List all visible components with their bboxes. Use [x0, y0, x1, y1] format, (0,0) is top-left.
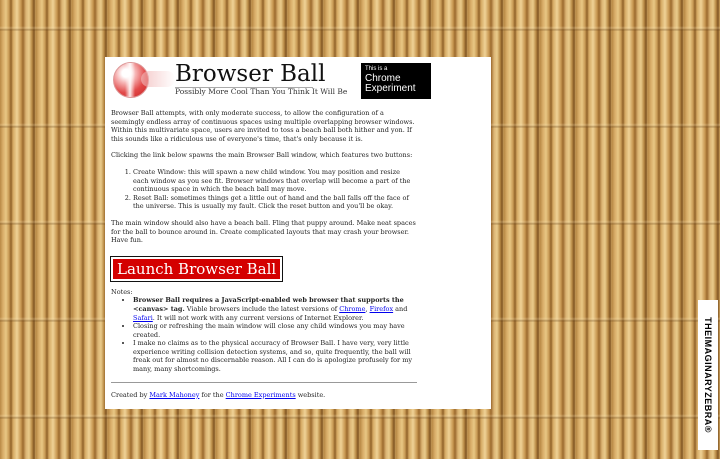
footer-divider [111, 382, 417, 383]
ball-motion-swoosh [141, 71, 175, 87]
list-item: • I make no claims as to the physical accuracy of Browser Ball. I have very, very little experience writing collision detection systems, and so, quite frequently, the ball will freak out for almost no discernable reason. All I can do is apologize profusely for my many, many shortcomings. [133, 339, 417, 373]
main-window-paragraph: The main window should also have a beach ball. Fling that puppy around. Make neat spaces for the ball to bounce around in. Create complicated layouts that may crash your browser. Have fun. [111, 218, 416, 245]
page-content [111, 109, 417, 399]
list-item: • Closing or refreshing the main window will close any child windows you may have created. [133, 322, 417, 339]
clicking-paragraph: Clicking the link below spawns the main Browser Ball window, which features two buttons: [111, 151, 413, 160]
page-header [111, 61, 485, 97]
page-subtitle: Possibly More Cool Than You Think It Will Be [175, 87, 348, 96]
safari-link[interactable]: Safari [133, 313, 153, 322]
chrome-experiments-link[interactable]: Chrome Experiments [225, 390, 296, 399]
badge-line-1: Chrome [365, 73, 401, 84]
list-item: 2. Reset Ball: sometimes things get a little out of hand and the ball falls off the face of the universe. This is usually my fault. Click the reset button and you'll be okay. [133, 194, 417, 211]
notes-label: Notes: [111, 287, 133, 296]
watermark-tab [698, 300, 718, 450]
note-text: , [365, 304, 370, 313]
note-text: . It will not work with any current versions of Internet Explorer. [152, 313, 364, 322]
badge-line-2: Experiment [365, 83, 416, 94]
chrome-experiment-badge[interactable] [361, 63, 431, 99]
intro-paragraph: Browser Ball attempts, with only moderate success, to allow the configuration of a seemingly endless array of continuous spaces using multiple overlapping browser windows. Within this multivariate space, users are invited to toss a beach ball both hither and yon. If this sounds like a ridiculous use of everyone's time, that's only because it is. [111, 109, 415, 143]
page-panel [105, 57, 491, 409]
notes-list [111, 296, 417, 373]
author-link[interactable]: Mark Mahoney [149, 390, 200, 399]
note-text: and [393, 304, 408, 313]
footer-text: Created by [111, 390, 150, 399]
footer-text: for the [199, 390, 226, 399]
launch-browser-ball-button[interactable]: Launch Browser Ball [111, 257, 282, 281]
note-text: Viable browsers include the latest versions of [184, 304, 340, 313]
chrome-link[interactable]: Chrome [339, 304, 366, 313]
list-item: 1. Create Window: this will spawn a new child window. You may position and resize each window as you see fit. Browser windows that overlap will become a part of the continuous space in which the beach ball may move. [133, 168, 417, 194]
note-requirement-bold: Browser Ball requires a JavaScript-enabled web browser that supports the <canvas> tag. [133, 296, 404, 313]
list-item [133, 296, 417, 322]
footer-text: website. [295, 390, 326, 399]
watermark-text: THEIMAGINARYZEBRA® [703, 317, 714, 433]
page-footer [111, 391, 417, 400]
firefox-link[interactable]: Firefox [369, 304, 394, 313]
buttons-list [111, 168, 417, 211]
page-title: Browser Ball [175, 61, 326, 87]
badge-small-text: This is a [365, 66, 388, 72]
